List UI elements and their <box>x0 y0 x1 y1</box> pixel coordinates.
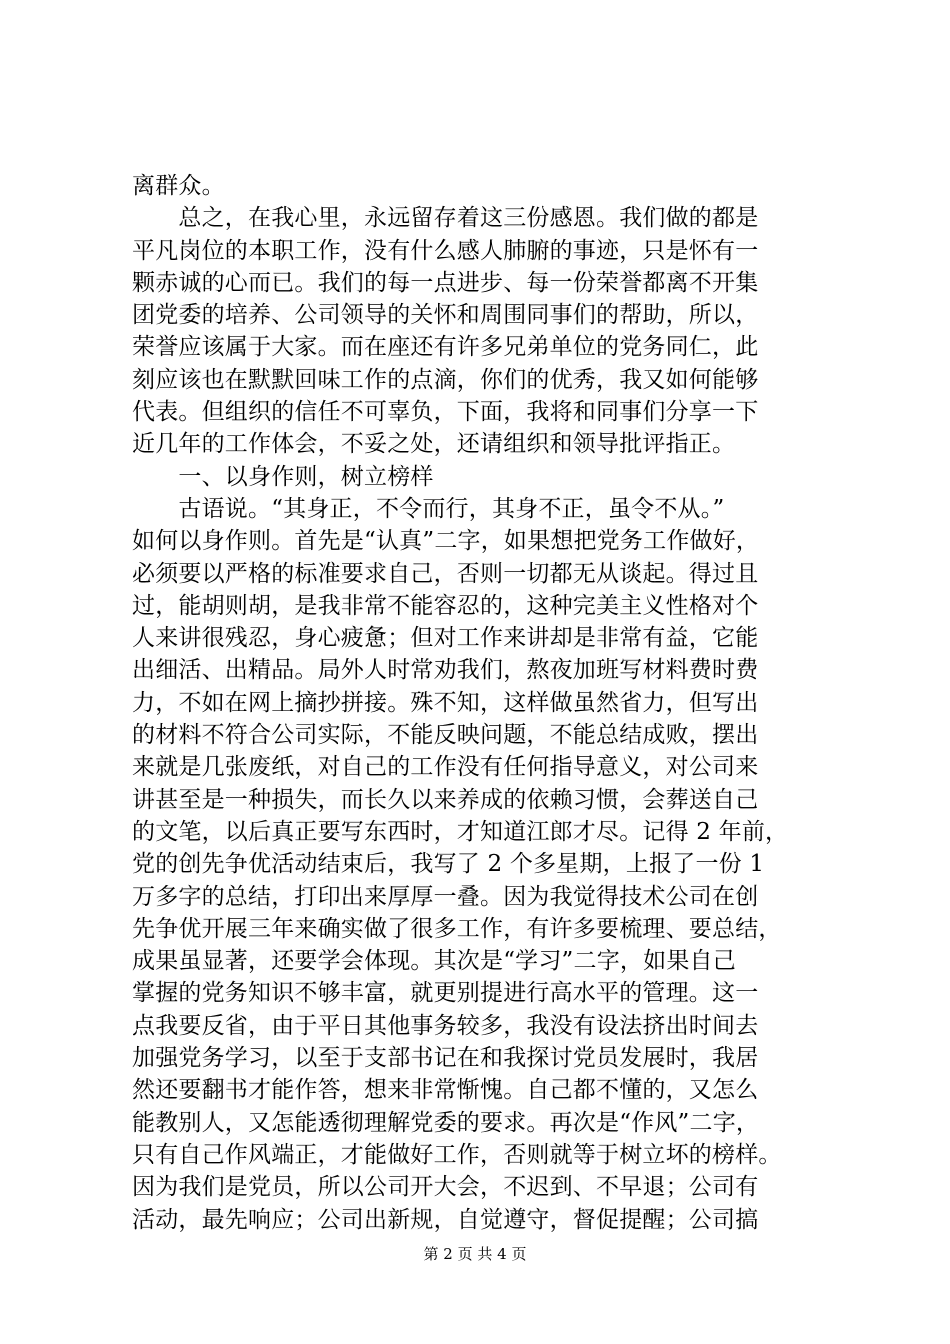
text-line: 荣誉应该属于大家。而在座还有许多兄弟单位的党务同仁，此 <box>132 334 759 361</box>
text-line: 的材料不符合公司实际，不能反映问题，不能总结成败，摆出 <box>132 722 759 749</box>
text-line: 古语说。“其身正，不令而行，其身不正，虽令不从。” <box>132 495 725 522</box>
text-line: 的文笔，以后真正要写东西时，才知道江郎才尽。记得 2 年前， <box>132 818 789 845</box>
text-line: 出细活、出精品。局外人时常劝我们，熬夜加班写材料费时费 <box>132 657 759 684</box>
text-line: 来就是几张废纸，对自己的工作没有任何指导意义，对公司来 <box>132 754 759 781</box>
body-text <box>132 170 832 1236</box>
text-line: 平凡岗位的本职工作，没有什么感人肺腑的事迹，只是怀有一 <box>132 237 759 264</box>
section-heading: 一、以身作则，树立榜样 <box>132 463 434 490</box>
text-line: 总之，在我心里，永远留存着这三份感恩。我们做的都是 <box>132 205 759 232</box>
text-line: 加强党务学习，以至于支部书记在和我探讨党员发展时，我居 <box>132 1045 759 1072</box>
text-line: 刻应该也在默默回味工作的点滴，你们的优秀，我又如何能够 <box>132 366 759 393</box>
text-line: 人来讲很残忍，身心疲惫；但对工作来讲却是非常有益，它能 <box>132 625 759 652</box>
text-line: 代表。但组织的信任不可辜负，下面，我将和同事们分享一下 <box>132 399 759 426</box>
text-line: 如何以身作则。首先是“认真”二字，如果想把党务工作做好， <box>132 528 760 555</box>
text-line: 颗赤诚的心而已。我们的每一点进步、每一份荣誉都离不开集 <box>132 269 759 296</box>
text-line: 过，能胡则胡，是我非常不能容忍的，这种完美主义性格对个 <box>132 592 759 619</box>
text-line: 党的创先争优活动结束后，我写了 2 个多星期，上报了一份 1 <box>132 851 765 878</box>
text-line: 掌握的党务知识不够丰富，就更别提进行高水平的管理。这一 <box>132 980 759 1007</box>
text-line: 离群众。 <box>132 173 225 199</box>
text-line: 活动，最先响应；公司出新规，自觉遵守，督促提醒；公司搞 <box>132 1206 759 1233</box>
text-line: 然还要翻书才能作答，想来非常惭愧。自己都不懂的，又怎么 <box>132 1077 759 1104</box>
text-line: 必须要以严格的标准要求自己，否则一切都无从谈起。得过且 <box>132 560 759 587</box>
text-line: 成果虽显著，还要学会体现。其次是“学习”二字，如果自己 <box>132 948 736 975</box>
text-line: 点我要反省，由于平日其他事务较多，我没有设法挤出时间去 <box>132 1012 759 1039</box>
text-line: 团党委的培养、公司领导的关怀和周围同事们的帮助，所以， <box>132 302 759 329</box>
text-line: 讲甚至是一种损失，而长久以来养成的依赖习惯，会葬送自己 <box>132 786 759 813</box>
text-line: 能教别人，又怎能透彻理解党委的要求。再次是“作风”二字， <box>132 1109 760 1136</box>
text-line: 只有自己作风端正，才能做好工作，否则就等于树立坏的榜样。 <box>132 1141 782 1168</box>
text-line: 近几年的工作体会，不妥之处，还请组织和领导批评指正。 <box>132 431 736 458</box>
text-line: 万多字的总结，打印出来厚厚一叠。因为我觉得技术公司在创 <box>132 883 759 910</box>
page-footer: 第 2 页 共 4 页 <box>423 1245 527 1263</box>
text-line: 因为我们是党员，所以公司开大会，不迟到、不早退；公司有 <box>132 1174 759 1201</box>
text-line: 力，不如在网上摘抄拼接。殊不知，这样做虽然省力，但写出 <box>132 689 759 716</box>
text-line: 先争优开展三年来确实做了很多工作，有许多要梳理、要总结， <box>132 915 782 942</box>
